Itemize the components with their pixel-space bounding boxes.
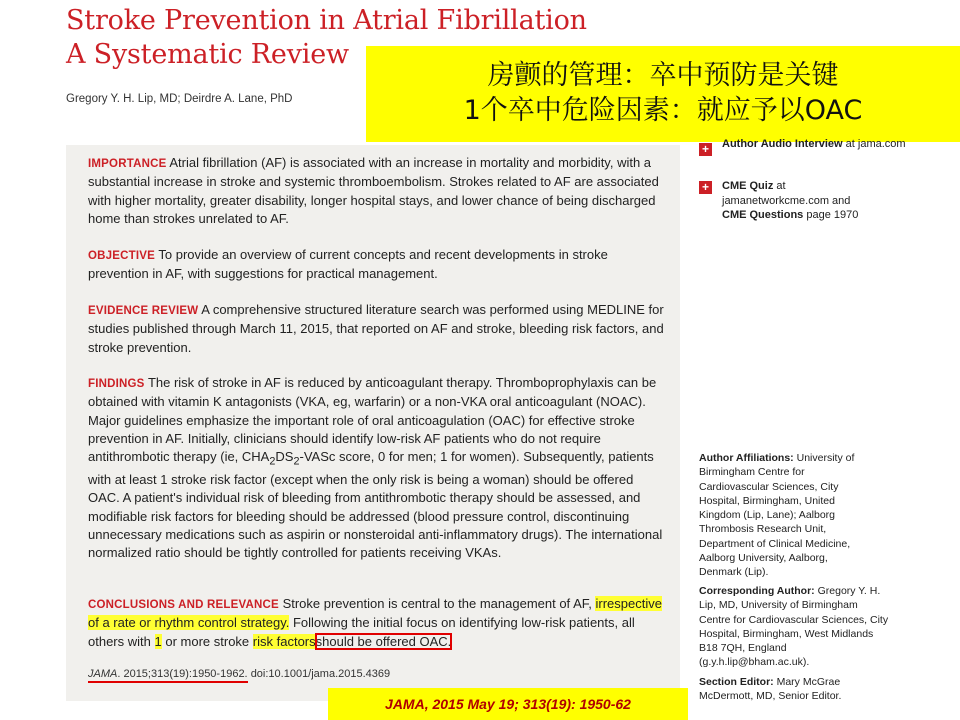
- importance-label: IMPORTANCE: [88, 158, 167, 170]
- evidence-label: EVIDENCE REVIEW: [88, 305, 199, 317]
- conclusions-section: [88, 595, 668, 651]
- findings-section: [88, 374, 668, 563]
- audio-interview-link[interactable]: [722, 137, 957, 152]
- chinese-callout: [366, 46, 960, 142]
- conclusions-text-a: Stroke prevention is central to the management of AF,: [282, 596, 592, 611]
- audio-interview-rest: at jama.com: [845, 138, 906, 150]
- cme-quiz-link[interactable]: [722, 179, 872, 223]
- cme-questions-bold: CME Questions: [722, 209, 804, 221]
- callout-line-2: 1个卒中危险因素：就应予以OAC: [463, 95, 863, 126]
- corresponding-label: Corresponding Author:: [699, 585, 815, 597]
- affiliations-text: University of Birmingham Centre for Cardiovascular Sciences, City Hospital, Birmingham, United Kingdom (Lip, Lane); Aalborg Thrombosis Research Unit, Department of Clinical Medicine, Aalborg University, Aalborg, Denmark (Lip).: [699, 452, 855, 579]
- editor-label: Section Editor:: [699, 676, 774, 688]
- evidence-text: A comprehensive structured literature search was performed using MEDLINE for studies published through March 11, 2015, that reported on AF and stroke, bleeding risk factors, and stroke prevention.: [88, 302, 664, 355]
- boxed-offered-oac: should be offered OAC.: [315, 633, 452, 649]
- cme-quiz-bold: CME Quiz: [722, 180, 774, 192]
- citation-banner: JAMA, 2015 May 19; 313(19): 1950-62: [328, 688, 688, 720]
- reference-doi: doi:10.1001/jama.2015.4369: [250, 668, 391, 680]
- audio-interview-bold: Author Audio Interview: [722, 138, 843, 150]
- plus-icon: +: [699, 143, 712, 156]
- findings-text-1: The risk of stroke in AF is reduced by anticoagulant therapy. Thromboprophylaxis can be obtained with vitamin K antagonists (VKA, eg, warfarin) or a non-VKA oral anticoagulant (NOAC). Major guidelines emphasize the important role of oral anticoagulation (OAC) for effective stroke prevention in AF. Initially, clinicians should identify low-risk AF patients who do not require antithrombotic therapy (ie, CHA: [88, 375, 657, 465]
- cme-questions-rest: page 1970: [806, 209, 859, 221]
- reference-underlined: [88, 668, 248, 683]
- corresponding-text: Gregory Y. H. Lip, MD, University of Birmingham Centre for Cardiovascular Sciences, City Hospital, Birmingham, West Midlands B18 7QH, England (g.y.h.lip@bham.ac.uk).: [699, 585, 889, 669]
- plus-icon: +: [699, 181, 712, 194]
- conclusions-text-c: or more stroke: [165, 633, 250, 649]
- findings-sub-1: 2: [269, 455, 276, 468]
- findings-label: FINDINGS: [88, 378, 145, 390]
- highlight-rate-rhythm: irrespective of a rate or rhythm control strategy.: [88, 596, 662, 631]
- findings-text-3: -VASc score, 0 for men; 1 for women). Subsequently, patients with at least 1 stroke risk factor (except when the only risk is being a woman) should be offered OAC. A patient's individual risk of bleeding from antithrombotic therapy should be assessed, and modifiable risk factors for bleeding should be addressed (blood pressure control, discontinuing unnecessary medications such as aspirin or nonsteroidal anti-inflammatory drugs). The international normalized ratio should be tightly controlled for patients receiving VKAs.: [88, 449, 663, 561]
- importance-text: Atrial fibrillation (AF) is associated with an increase in mortality and morbidity, with a substantial increase in stroke and systemic thromboembolism. Strokes related to AF are associated with higher mortality, greater disability, longer hospital stays, and lower chance of being discharged home than strokes unrelated to AF.: [88, 155, 659, 226]
- affiliations-label: Author Affiliations:: [699, 452, 794, 464]
- evidence-section: [88, 301, 668, 357]
- highlight-risk-factors: risk factors: [252, 633, 316, 649]
- findings-text-2: DS: [275, 449, 294, 465]
- corresponding-author: [699, 584, 889, 670]
- importance-section: [88, 154, 668, 228]
- section-editor: [699, 675, 869, 704]
- objective-text: To provide an overview of current concepts and recent developments in stroke prevention in AF, with suggestions for practical management.: [88, 247, 608, 282]
- objective-label: OBJECTIVE: [88, 250, 155, 262]
- callout-line-1: 房颤的管理：卒中预防是关键: [487, 60, 839, 91]
- findings-sub-2: 2: [293, 455, 300, 468]
- author-affiliations: [699, 451, 861, 580]
- reference-line: [88, 668, 390, 680]
- abstract-panel: [66, 145, 680, 701]
- highlight-one: 1: [154, 633, 162, 649]
- conclusions-text-b: Following the initial focus on identifying low-risk patients, all others with: [88, 615, 635, 649]
- objective-section: [88, 246, 668, 284]
- reference-journal: JAMA: [88, 668, 118, 680]
- reference-cite: . 2015;313(19):1950-1962.: [117, 668, 248, 680]
- cme-quiz-rest: at jamanetworkcme.com and: [722, 180, 851, 207]
- title-line-1: Stroke Prevention in Atrial Fibrillation: [66, 5, 587, 36]
- title-line-2: A Systematic Review: [66, 39, 349, 70]
- authors: Gregory Y. H. Lip, MD; Deirdre A. Lane, PhD: [66, 93, 293, 105]
- conclusions-label: CONCLUSIONS AND RELEVANCE: [88, 599, 279, 611]
- editor-text: Mary McGrae McDermott, MD, Senior Editor.: [699, 676, 842, 703]
